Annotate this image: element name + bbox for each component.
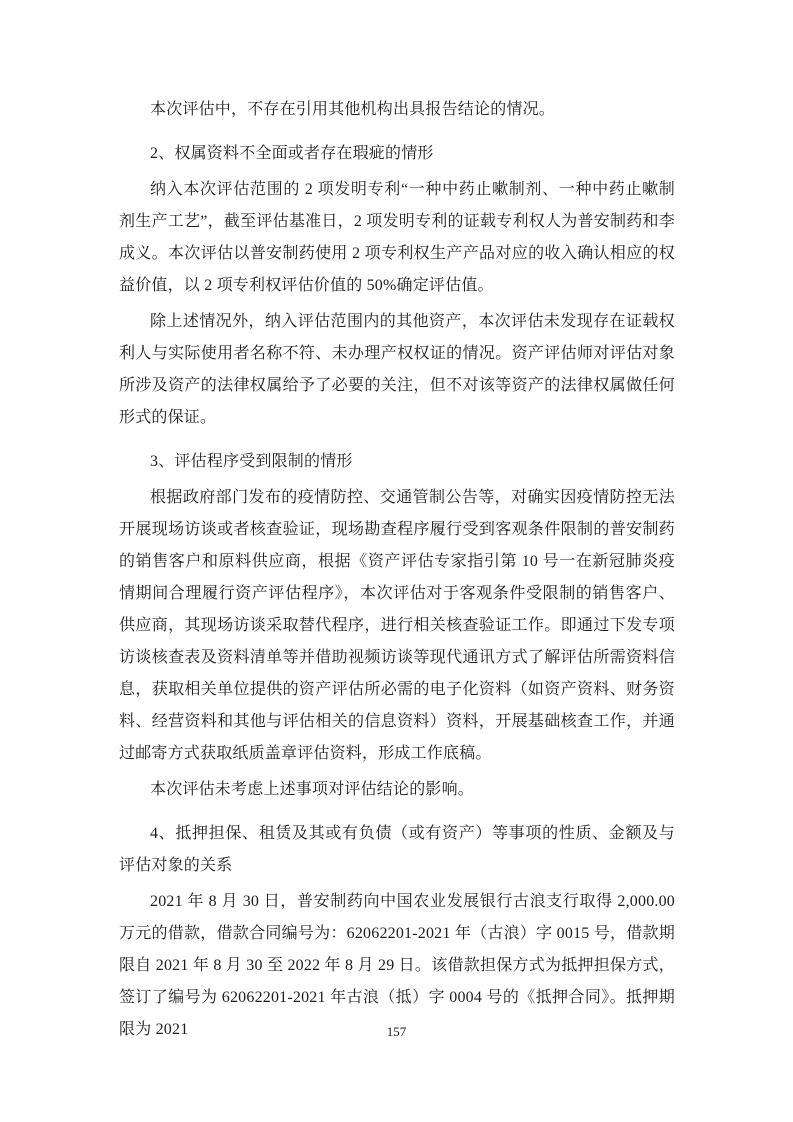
paragraph-patents-ownership: 纳入本次评估范围的 2 项发明专利“一种中药止嗽制剂、一种中药止嗽制剂生产工艺”，截至评估基准日，2 项发明专利的证载专利权人为普安制药和李成义。本次评估以普安制药使用 2 项专利权生产产品对应的收入确认相应的权益价值，以 2 项专利权评估价值的 50%确定评估值。 <box>119 181 675 294</box>
document-body <box>119 0 675 1046</box>
paragraph-other-assets-title-check: 除上述情况外，纳入评估范围内的其他资产，本次评估未发现存在证载权利人与实际使用者名称不符、未办理产权权证的情况。资产评估师对评估对象所涉及资产的法律权属给予了必要的关注，但不对该等资产的法律权属做任何形式的保证。 <box>119 313 675 426</box>
section-heading-2-ownership-defects: 2、权属资料不全面或者存在瑕疵的情形 <box>150 145 434 162</box>
paragraph-loan-and-mortgage-contract: 2021 年 8 月 30 日，普安制药向中国农业发展银行古浪支行取得 2,000.00 万元的借款，借款合同编号为：62062201-2021 年（古浪）字 0015 号，借款期限自 2021 年 8 月 30 至 2022 年 8 月 29 日。该借款担保方式为抵押担保方式，签订了编号为 62062201-2021 年古浪（抵）字 0004 号的《抵押合同》。抵押期限为 2021 <box>119 893 675 1038</box>
paragraph-no-cited-reports: 本次评估中，不存在引用其他机构出具报告结论的情况。 <box>150 101 556 118</box>
page-number: 157 <box>386 1024 407 1039</box>
paragraph-pandemic-alternative-procedures: 根据政府部门发布的疫情防控、交通管制公告等，对确实因疫情防控无法开展现场访谈或者核查验证，现场勘查程序履行受到客观条件限制的普安制药的销售客户和原料供应商，根据《资产评估专家指引第 10 号一在新冠肺炎疫情期间合理履行资产评估程序》，本次评估对于客观条件受限制的销售客户、供应商，其现场访谈采取替代程序，进行相关核查验证工作。即通过下发专项访谈核查表及资料清单等并借助视频访谈等现代通讯方式了解评估所需资料信息，获取相关单位提供的资产评估所必需的电子化资料（如资产资料、财务资料、经营资料和其他与评估相关的信息资料）资料，开展基础核查工作，并通过邮寄方式获取纸质盖章评估资料，形成工作底稿。 <box>119 489 675 762</box>
section-heading-3-procedure-limited: 3、评估程序受到限制的情形 <box>150 453 353 470</box>
paragraph-no-impact-on-conclusion: 本次评估未考虑上述事项对评估结论的影响。 <box>150 781 475 798</box>
section-heading-4-mortgage-guarantee: 4、抵押担保、租赁及其或有负债（或有资产）等事项的性质、金额及与评估对象的关系 <box>119 825 675 874</box>
